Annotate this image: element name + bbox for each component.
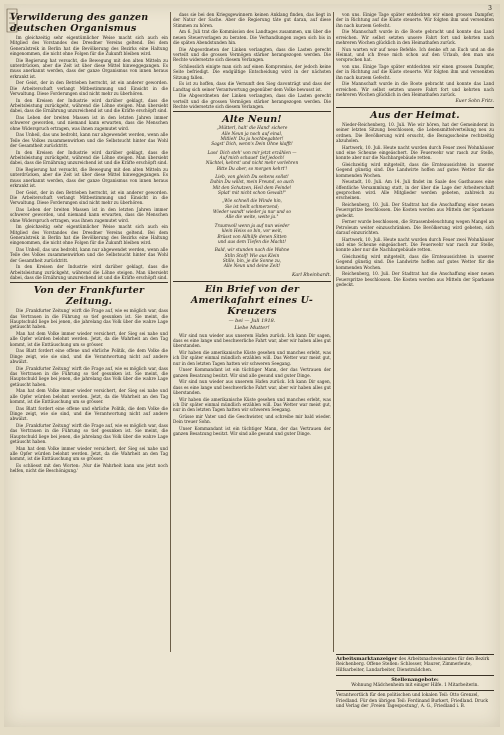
paragraph: Gleichzeitig wird mitgeteilt, dass die Ernteaussichten in unserer Gegend günstig sind. Die Landwirte hoffen auf gutes Wetter für die kommenden Wochen. <box>336 253 494 270</box>
paragraph: Unser Kommandant ist ein tüchtiger Mann, der das Vertrauen der ganzen Besatzung besitzt. Wir sind alle gesund und guter Dinge. <box>173 425 331 437</box>
paragraph: Wir haben die amerikanische Küste gesehen und manches erlebt, was ich Dir später einmal mündlich erzählen will. Das Wetter war meist gut, nur in den letzten Tagen hatten wir schweren Seegang. <box>173 396 331 413</box>
notice-label: Arbeitsmarktanzeiger <box>336 656 398 662</box>
notice-text: des Arbeitsnachweisamtes für den Bezirk Reichenberg. Offene Stellen: Schlosser, Maurer, Zimmerleute, Hilfsarbeiter, Landarbeiter, Dienstmädchen. <box>336 657 490 673</box>
notice-text: Wohnung Mädchenheim mit einiger Hilfe. 1 Mitarbeiterin. <box>351 683 479 689</box>
paragraph: Reichenberg, 10. Juli. Der Stadtrat hat die Anschaffung einer neuen Feuerspritze beschlossen. Die Kosten werden aus Mitteln der Sparkasse gedeckt. <box>336 271 494 287</box>
poem-stanza: „Wie schnell die Winde hin, Sie ist heilt schmerzend; Wieder wandt' wieder ja nur und so Alle die weite, weite ja." <box>213 199 291 221</box>
article-dateline: — bei — Juli 1918. <box>228 317 276 324</box>
paragraph: Die ‚Frankfurter Zeitung' wirft die Frage auf, wie es möglich war, dass das Vertrauen in die Führung so tief gesunken ist. Sie meint, die Hauptschuld liege bei jenen, die jahrelang das Volk über die wahre Lage getäuscht haben. <box>10 365 168 387</box>
paragraph: Im gleichzeitig sehr eigentümlicher Weise macht sich auch ein Mitglied des Vorstandes des Dresdner Vereins geltend. Bei dem Generalstreik in Berlin hat die Bevölkerung des Bezirks eine Haltung eingenommen, die nicht ohne Folgen für die Zukunft bleiben wird. <box>10 224 168 246</box>
paragraph: Die ‚Frankfurter Zeitung' wirft die Frage auf, wie es möglich war, dass das Vertrauen in die Führung so tief gesunken ist. Sie meint, die Hauptschuld liege bei jenen, die jahrelang das Volk über die wahre Lage getäuscht haben. <box>10 423 168 445</box>
paragraph: Am 6. Juli trat die Kommission des Landtages zusammen, um über die neuen Steuervorlagen zu beraten. Die Verhandlungen zogen sich bis in die späten Abendstunden hin. <box>173 29 331 46</box>
poem-title: Alte Neun! <box>222 114 282 126</box>
paragraph: von uns. Einige Tage später entdeckten wir einen grossen Dampfer, der in Richtung auf die Küste steuerte. Wir folgten ihm und versenkten ihn nach kurzem Gefecht. <box>336 12 494 28</box>
poem-stanza: Traumvoll wenn ja auf nun wieder klein Heiss so bin, vor weit, Brüsst von Allhilfe denen Sitten und aus dem Tiefen die Macht! <box>214 223 290 245</box>
section-divider <box>173 281 331 282</box>
paragraph: Ferner wurde beschlossen, die Strassenbeleuchtung wegen Mangel an Petroleum weiter einzuschränken. Die Bevölkerung wird gebeten, sich darauf einzurichten. <box>336 219 494 235</box>
imprint: Verantwortlich für den politischen und lokalen Teil: Otto Grenzel, Friedland. Für den übrigen Teil: Ferdinand Burkert, Friedland. Druck und Verlag der ‚Freien Tagespostung', A. G., Friedland i. B. <box>336 690 494 709</box>
paragraph: Man hat dem Volke immer wieder versichert, der Sieg sei nahe und alle Opfer würden belohnt werden. Jetzt, da die Wahrheit an den Tag kommt, ist die Enttäuschung um so grösser. <box>10 331 168 347</box>
paragraph: Hartwerk, 10. Juli. Heute nacht wurden durch Feuer zwei Wohnhäuser und eine Scheune eingeäschert. Die Feuerwehr war rasch zur Stelle, konnte aber nur die Nachbargebäude retten. <box>336 236 494 253</box>
poem <box>173 126 331 269</box>
paragraph: In den Kreisen der Industrie wird darüber geklagt, dass die Arbeitsleistung zurückgeht, während die Löhne steigen. Man übersieht dabei, dass die Ernährung unzureichend ist und die Kräfte erschöpft sind. <box>10 97 168 114</box>
column-1 <box>10 12 168 475</box>
paragraph: In den Kreisen der Industrie wird darüber geklagt, dass die Arbeitsleistung zurückgeht, während die Löhne steigen. Man übersieht dabei, dass die Ernährung unzureichend ist und die Kräfte erschöpft sind. <box>10 149 168 166</box>
letter-salutation: Liebe Mutter! <box>234 325 270 332</box>
paragraph: Im gleichzeitig sehr eigentümlicher Weise macht sich auch ein Mitglied des Vorstandes des Dresdner Vereins geltend. Bei dem Generalstreik in Berlin hat die Bevölkerung des Bezirks eine Haltung eingenommen, die nicht ohne Folgen für die Zukunft bleiben wird. <box>10 35 168 57</box>
paragraph: Reichenberg, 10. Juli. Der Stadtrat hat die Anschaffung einer neuen Feuerspritze beschlossen. Die Kosten werden aus Mitteln der Sparkasse gedeckt. <box>336 201 494 218</box>
paragraph: Unser Kommandant ist ein tüchtiger Mann, der das Vertrauen der ganzen Besatzung besitzt. Wir sind alle gesund und guter Dinge. <box>173 367 331 378</box>
bottom-notices <box>336 654 494 711</box>
column-2 <box>173 12 331 438</box>
column-rule-2 <box>333 12 334 652</box>
paragraph: Die Regierung hat versucht, die Bewegung mit den alten Mitteln zu unterdrücken, aber die Zeit ist über diese Mittel hinweggegangen. Es muss anerkannt werden, dass der ganze Organismus von innen heraus erkrankt ist. <box>10 166 168 189</box>
paragraph: Es schliesst mit den Worten: ‚Nur die Wahrheit kann uns jetzt noch helfen, nicht die Beschönigung.' <box>10 463 168 474</box>
paragraph: Der Geist, der in den Betrieben herrscht, ist ein anderer geworden. Die Arbeiterschaft verlangt Mitbestimmung und Einsicht in die Verwaltung. Diese Forderungen sind nicht mehr zu überhören. <box>10 80 168 97</box>
paragraph: Wir sind nun wieder aus unserem Hafen zurück. Ich kann Dir sagen, dass es eine lange und beschwerliche Fahrt war, aber wir haben alles gut überstanden. <box>173 379 331 395</box>
paragraph: Das Unheil, das uns bedroht, kann nur abgewendet werden, wenn alle Teile des Volkes zusammenwirken und die Selbstsucht hinter das Wohl der Gesamtheit zurücktritt. <box>10 246 168 263</box>
paragraph: Grüsse mir Vater und die Geschwister, und schreibe mir bald wieder. Dein treuer Sohn. <box>173 413 331 425</box>
paragraph: Hartwerk, 10. Juli. Heute nacht wurden durch Feuer zwei Wohnhäuser und eine Scheune eingeäschert. Die Feuerwehr war rasch zur Stelle, konnte aber nur die Nachbargebäude retten. <box>336 144 494 161</box>
poem-stanza: „Mütterl, halt' die Hand' sichere Alle Neun ja noch auf einal, Mitlieh' Du ja hochbegabter! Sagst' Dich, wenn's Dein Ohne klafft! <box>211 126 293 148</box>
paragraph: Wir haben die amerikanische Küste gesehen und manches erlebt, was ich Dir später einmal mündlich erzählen will. Das Wetter war meist gut, nur in den letzten Tagen hatten wir schweren Seegang. <box>173 349 331 366</box>
column-rule-1 <box>170 12 171 652</box>
paragraph: Neustadt, 10. Juli. Am 14. Juli findet im Saale des Gasthauses eine öffentliche Versammlung statt, in der über die Lage der Arbeiterschaft gesprochen wird. Alle Mitglieder werden gebeten, zahlreich zu erscheinen. <box>336 179 494 201</box>
paragraph: Gleichzeitig wird mitgeteilt, dass die Ernteaussichten in unserer Gegend günstig sind. Die Landwirte hoffen auf gutes Wetter für die kommenden Wochen. <box>336 161 494 178</box>
notice-label: Stellenangebote: <box>391 676 439 683</box>
job-offers-notice <box>336 675 494 689</box>
newspaper-page <box>4 4 500 727</box>
paragraph: Man hat dem Volke immer wieder versichert, der Sieg sei nahe und alle Opfer würden belohnt werden. Jetzt, da die Wahrheit an den Tag kommt, ist die Enttäuschung um so grösser. <box>10 388 168 405</box>
paragraph: Die Mannschaft wurde in die Boote gebracht und konnte das Land erreichen. Wir selbst setzten unsere Fahrt fort und kehrten nach mehreren Wochen glücklich in den Heimathafen zurück. <box>336 81 494 97</box>
paragraph: Die Abgeordneten der Linken verlangten, dass die Lasten gerecht verteilt und die grossen Vermögen stärker herangezogen werden. Die Rechte widersetzte sich diesem Verlangen. <box>173 46 331 63</box>
poem-signature: Karl Rheinhardt. <box>292 272 331 278</box>
paragraph: Die Regierung hat versucht, die Bewegung mit den alten Mitteln zu unterdrücken, aber die Zeit ist über diese Mittel hinweggegangen. Es muss anerkannt werden, dass der ganze Organismus von innen heraus erkrankt ist. <box>10 57 168 79</box>
paragraph: Die Mannschaft wurde in die Boote gebracht und konnte das Land erreichen. Wir selbst setzten unsere Fahrt fort und kehrten nach mehreren Wochen glücklich in den Heimathafen zurück. <box>336 29 494 46</box>
column-3 <box>336 12 494 289</box>
paragraph: dass sie bei den Kriegsgewinnern keinen Anklang finden, das liegt in der Natur der Sache. Aber die Regierung täte gut daran, auf diese Stimmen zu hören. <box>173 12 331 28</box>
paragraph: In den Kreisen der Industrie wird darüber geklagt, dass die Arbeitsleistung zurückgeht, während die Löhne steigen. Man übersieht dabei, dass die Ernährung unzureichend ist und die Kräfte erschöpft sind. <box>10 264 168 280</box>
article-title-brief: Ein Brief von der Amerikafahrt eines U-Kreuzers <box>190 283 314 317</box>
article-title-heimat: Aus der Heimat. <box>370 109 460 121</box>
paragraph: Die Abgeordneten der Linken verlangten, dass die Lasten gerecht verteilt und die grossen Vermögen stärker herangezogen werden. Die Rechte widersetzte sich diesem Verlangen. <box>173 93 331 109</box>
paragraph: Das Leben der breiten Massen ist in den letzten Jahren immer schwerer geworden, und niemand kann erwarten, dass die Menschen ohne Widerspruch ertragen, was ihnen zugemutet wird. <box>10 115 168 131</box>
poem-stanza: Lieb, von gleich Du seitens sollst! Dahin Du willst, mein Freund, so auch Mit den Schutzen, Heil dem Feinde! Splat' mit nicht schon Gewalt!" <box>210 175 294 197</box>
paragraph: Die ‚Frankfurter Zeitung' wirft die Frage auf, wie es möglich war, dass das Vertrauen in die Führung so tief gesunken ist. Sie meint, die Hauptschuld liege bei jenen, die jahrelang das Volk über die wahre Lage getäuscht haben. <box>10 308 168 330</box>
paragraph: Nun warten wir auf neue Befehle. Ich denke oft an Euch und an die Heimat, und ich freue mich schon auf den Urlaub, den man uns versprochen hat. <box>336 46 494 63</box>
paragraph: Das Unheil, das uns bedroht, kann nur abgewendet werden, wenn alle Teile des Volkes zusammenwirken und die Selbstsucht hinter das Wohl der Gesamtheit zurücktritt. <box>10 132 168 149</box>
letter-signature: Euer Sohn Fritz. <box>455 98 494 104</box>
section-divider <box>10 282 168 283</box>
paragraph: Nieder-Reichenberg, 10. Juli. Wie wir hören, hat der Gemeinderat in seiner letzten Sitzung beschlossen, die Lebensmittelverteilung neu zu ordnen. Die Bevölkerung wird ersucht, die Bezugsscheine rechtzeitig abzuholen. <box>336 121 494 144</box>
section-divider <box>336 107 494 108</box>
labour-market-notice <box>336 654 494 673</box>
poem-stanza: Bald, wir stunden nach die Wahne Stiln Stolf! Wie aus Klein Stille, bin, je die Sonne zu, Alle Neun und deine Zeit! <box>214 248 290 270</box>
article-title-frankfurter: Von der Frankfurter Zeitung. <box>33 285 145 308</box>
page-number: 3 <box>488 5 492 12</box>
paragraph: Der Geist, der in den Betrieben herrscht, ist ein anderer geworden. Die Arbeiterschaft verlangt Mitbestimmung und Einsicht in die Verwaltung. Diese Forderungen sind nicht mehr zu überhören. <box>10 189 168 206</box>
paragraph: Es ist zu hoffen, dass die Vernunft den Sieg davonträgt und dass der Landtag sich seiner Verantwortung gegenüber dem Volke bewusst ist. <box>173 81 331 92</box>
paragraph: von uns. Einige Tage später entdeckten wir einen grossen Dampfer, der in Richtung auf die Küste steuerte. Wir folgten ihm und versenkten ihn nach kurzem Gefecht. <box>336 63 494 80</box>
poem-stanza: Lass' Dich steh' von mir jetzt erzählen — Auf mich schauet' tief jedoch! Nüchtel, kehrst' und nicht mehr vorlehren Bitte Du aber, so morgen kehrt'! <box>205 150 299 172</box>
paragraph: Schliesslich einigte man sich auf einen Kompromiss, der jedoch keine Seite befriedigt. Die endgültige Entscheidung wird in der nächsten Sitzung fallen. <box>173 63 331 80</box>
paragraph: Man hat dem Volke immer wieder versichert, der Sieg sei nahe und alle Opfer würden belohnt werden. Jetzt, da die Wahrheit an den Tag kommt, ist die Enttäuschung um so grösser. <box>10 445 168 462</box>
paragraph: Das Blatt fordert eine offene und ehrliche Politik, die dem Volke die Dinge zeigt, wie sie sind, und die Verantwortung nicht auf andere abwälzt. <box>10 348 168 365</box>
paragraph: Wir sind nun wieder aus unserem Hafen zurück. Ich kann Dir sagen, dass es eine lange und beschwerliche Fahrt war, aber wir haben alles gut überstanden. <box>173 332 331 349</box>
section-divider <box>173 111 331 112</box>
paragraph: Das Blatt fordert eine offene und ehrliche Politik, die dem Volke die Dinge zeigt, wie sie sind, und die Verantwortung nicht auf andere abwälzt. <box>10 405 168 422</box>
article-title-organismus: Verwilderung des ganzen deutschen Organismus <box>10 12 149 34</box>
paragraph: Das Leben der breiten Massen ist in den letzten Jahren immer schwerer geworden, und niemand kann erwarten, dass die Menschen ohne Widerspruch ertragen, was ihnen zugemutet wird. <box>10 206 168 223</box>
